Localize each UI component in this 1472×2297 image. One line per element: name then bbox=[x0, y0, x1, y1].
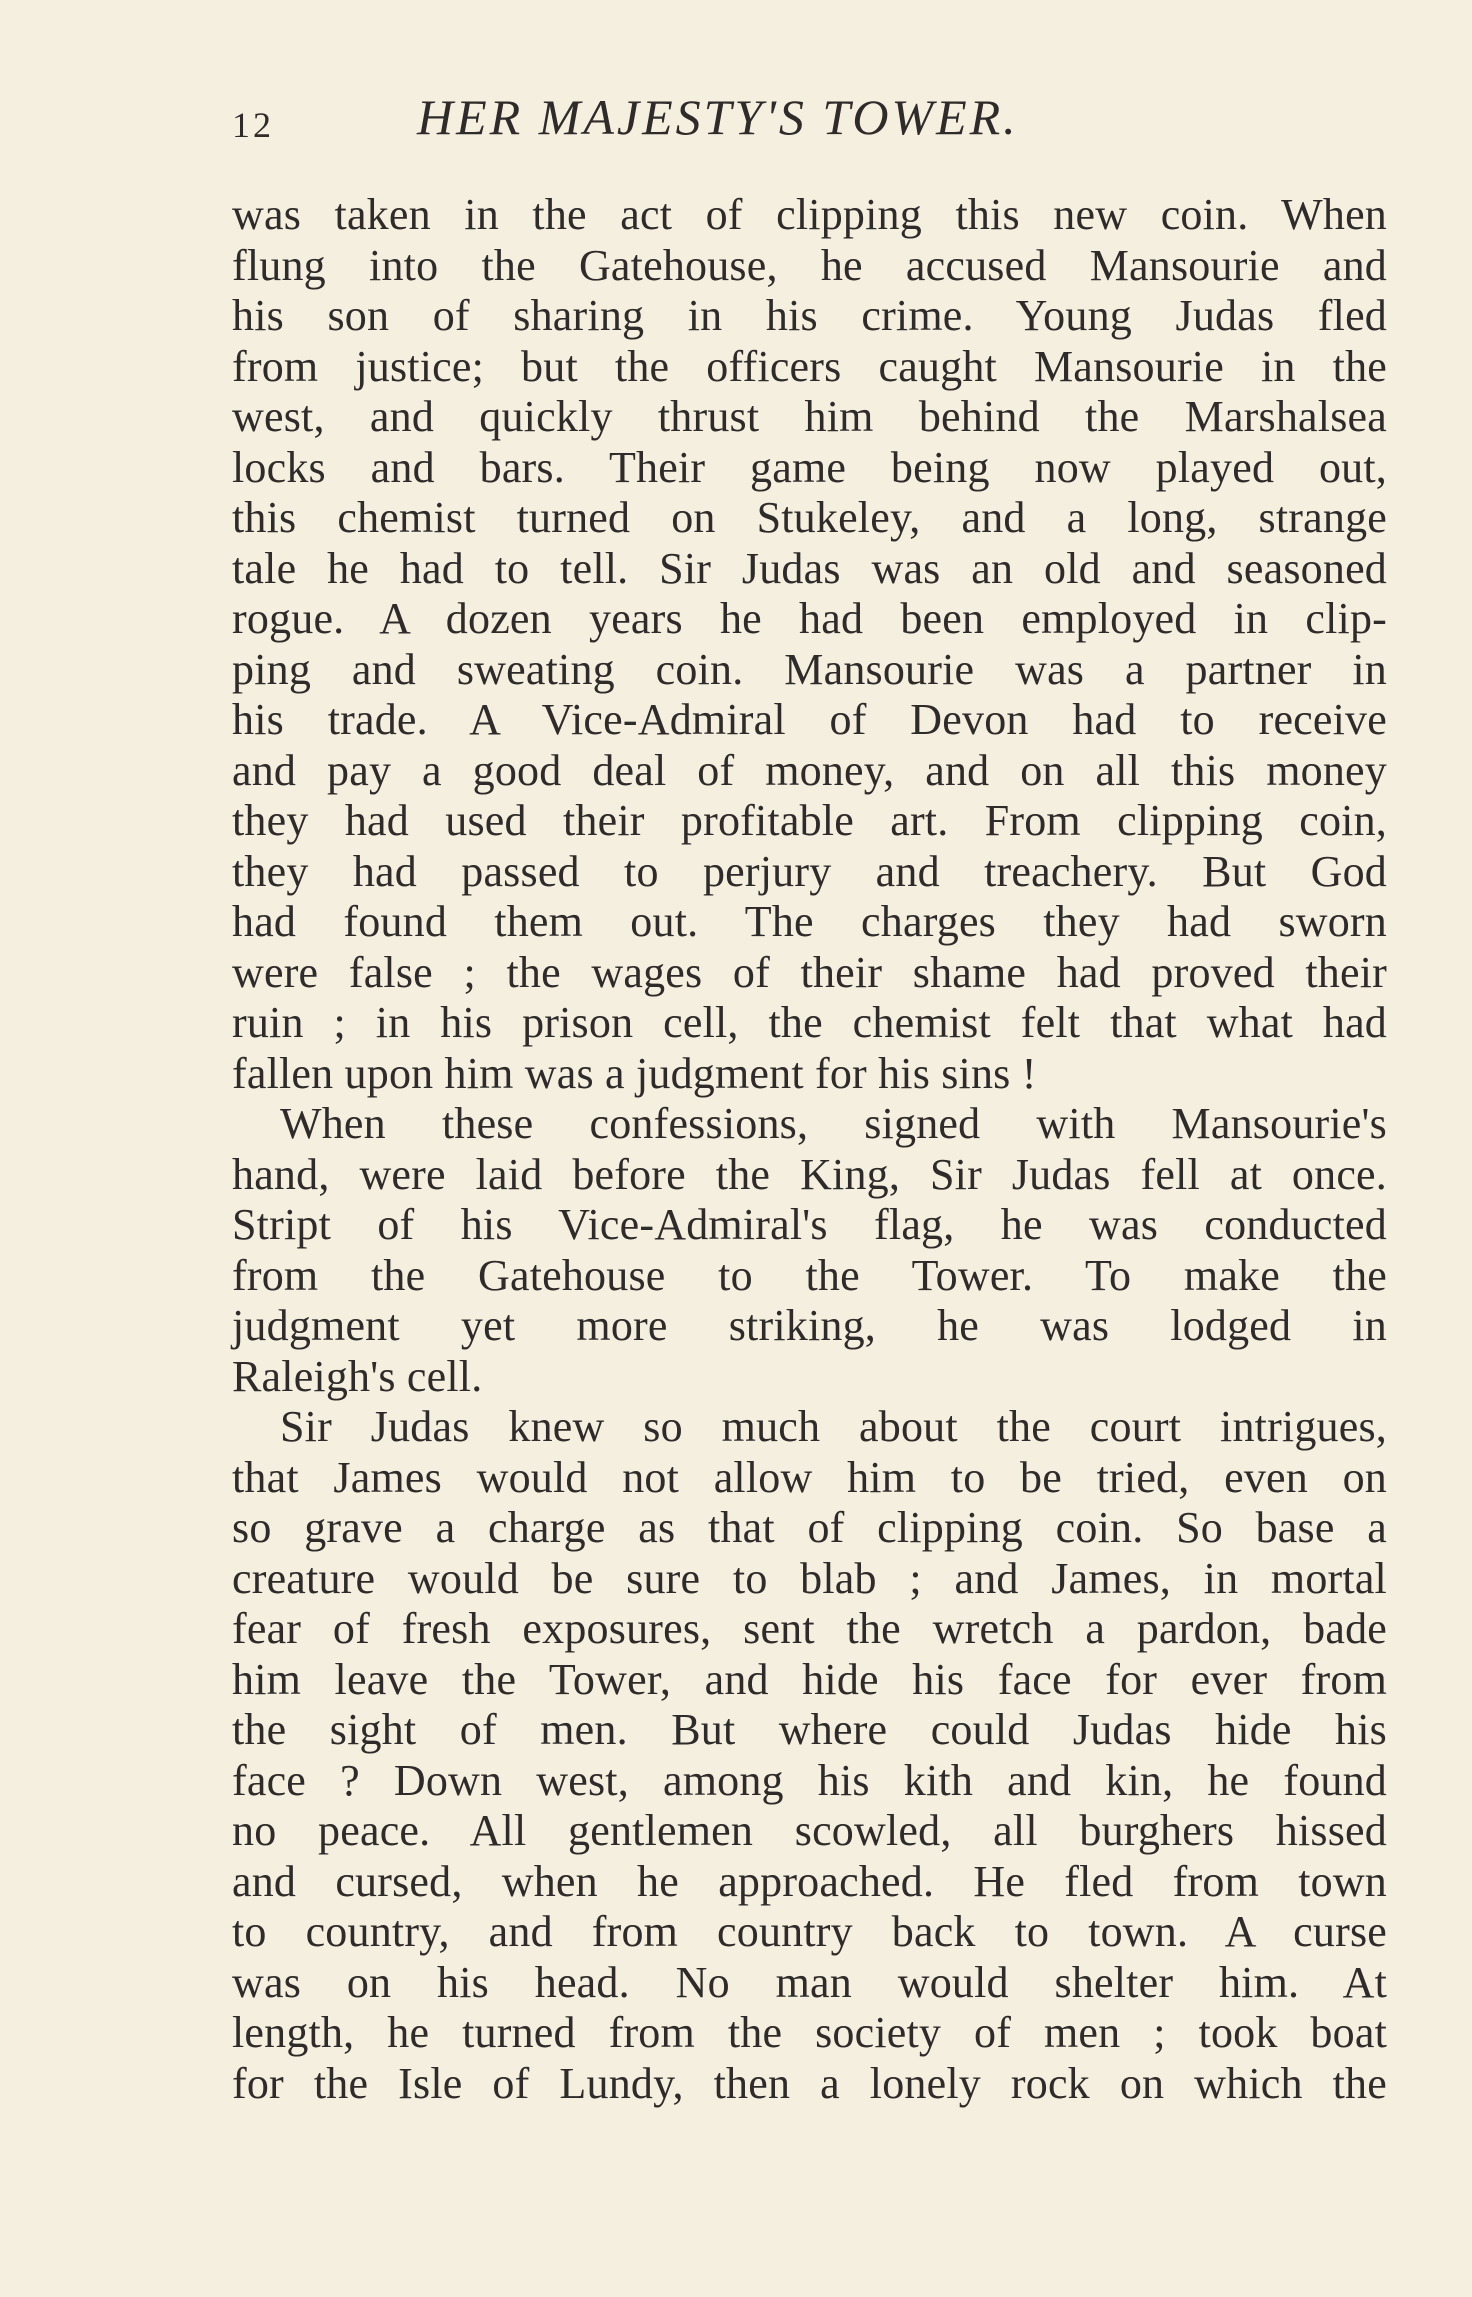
text-line: ruin ; in his prison cell, the chemist felt that what had bbox=[232, 998, 1387, 1047]
text-line: for the Isle of Lundy, then a lonely rock on which the bbox=[232, 2058, 1387, 2108]
text-line: ping and sweating coin. Mansourie was a partner in bbox=[232, 644, 1387, 694]
text-line: they had used their profitable art. From clipping coin, bbox=[232, 796, 1387, 845]
text-line: flung into the Gatehouse, he accused Mansourie and bbox=[232, 240, 1387, 290]
body-text bbox=[232, 190, 1387, 2109]
page-number: 12 bbox=[232, 105, 274, 145]
text-line: fallen upon him was a judgment for his sins ! bbox=[232, 1048, 1037, 1098]
text-line: were false ; the wages of their shame had proved their bbox=[232, 947, 1387, 997]
text-line: the sight of men. But where could Judas hide his bbox=[232, 1705, 1387, 1754]
text-line: Sir Judas knew so much about the court intrigues, bbox=[280, 1402, 1387, 1451]
text-line: judgment yet more striking, he was lodged in bbox=[232, 1301, 1387, 1350]
text-line: his son of sharing in his crime. Young Judas fled bbox=[232, 291, 1387, 340]
text-line: locks and bars. Their game being now played out, bbox=[232, 442, 1387, 492]
text-line: they had passed to perjury and treachery. But God bbox=[232, 846, 1387, 896]
text-line: his trade. A Vice-Admiral of Devon had to receive bbox=[232, 695, 1387, 744]
text-line: creature would be sure to blab ; and James, in mortal bbox=[232, 1553, 1387, 1603]
text-line: fear of fresh exposures, sent the wretch a pardon, bade bbox=[232, 1604, 1387, 1653]
text-line: Stript of his Vice-Admiral's flag, he was conducted bbox=[232, 1200, 1387, 1249]
text-line: him leave the Tower, and hide his face for ever from bbox=[232, 1654, 1387, 1704]
text-line: to country, and from country back to town. A curse bbox=[232, 1907, 1387, 1956]
text-line: hand, were laid before the King, Sir Judas fell at once. bbox=[232, 1149, 1387, 1199]
text-line: so grave a charge as that of clipping coin. So base a bbox=[232, 1503, 1387, 1552]
text-line: Raleigh's cell. bbox=[232, 1351, 483, 1401]
text-line: no peace. All gentlemen scowled, all burghers hissed bbox=[232, 1806, 1387, 1855]
text-line: this chemist turned on Stukeley, and a long, strange bbox=[232, 493, 1387, 542]
text-line: that James would not allow him to be tried, even on bbox=[232, 1452, 1387, 1502]
text-line: rogue. A dozen years he had been employed in clip- bbox=[232, 594, 1387, 643]
text-line: from the Gatehouse to the Tower. To make the bbox=[232, 1250, 1387, 1300]
text-line: from justice; but the officers caught Mansourie in the bbox=[232, 341, 1387, 391]
text-line: face ? Down west, among his kith and kin, he found bbox=[232, 1755, 1387, 1805]
text-line: and cursed, when he approached. He fled from town bbox=[232, 1856, 1387, 1906]
text-line: length, he turned from the society of men ; took boat bbox=[232, 2008, 1387, 2057]
text-line: tale he had to tell. Sir Judas was an old and seasoned bbox=[232, 543, 1387, 593]
running-head: HER MAJESTY'S TOWER. bbox=[417, 89, 1019, 145]
text-line: had found them out. The charges they had sworn bbox=[232, 897, 1387, 946]
page-header bbox=[232, 88, 1392, 158]
text-line: was on his head. No man would shelter him. At bbox=[232, 1957, 1387, 2007]
text-line: When these confessions, signed with Mansourie's bbox=[280, 1099, 1387, 1148]
text-line: west, and quickly thrust him behind the Marshalsea bbox=[232, 392, 1387, 441]
text-line: was taken in the act of clipping this new coin. When bbox=[232, 190, 1387, 239]
text-line: and pay a good deal of money, and on all this money bbox=[232, 745, 1387, 795]
